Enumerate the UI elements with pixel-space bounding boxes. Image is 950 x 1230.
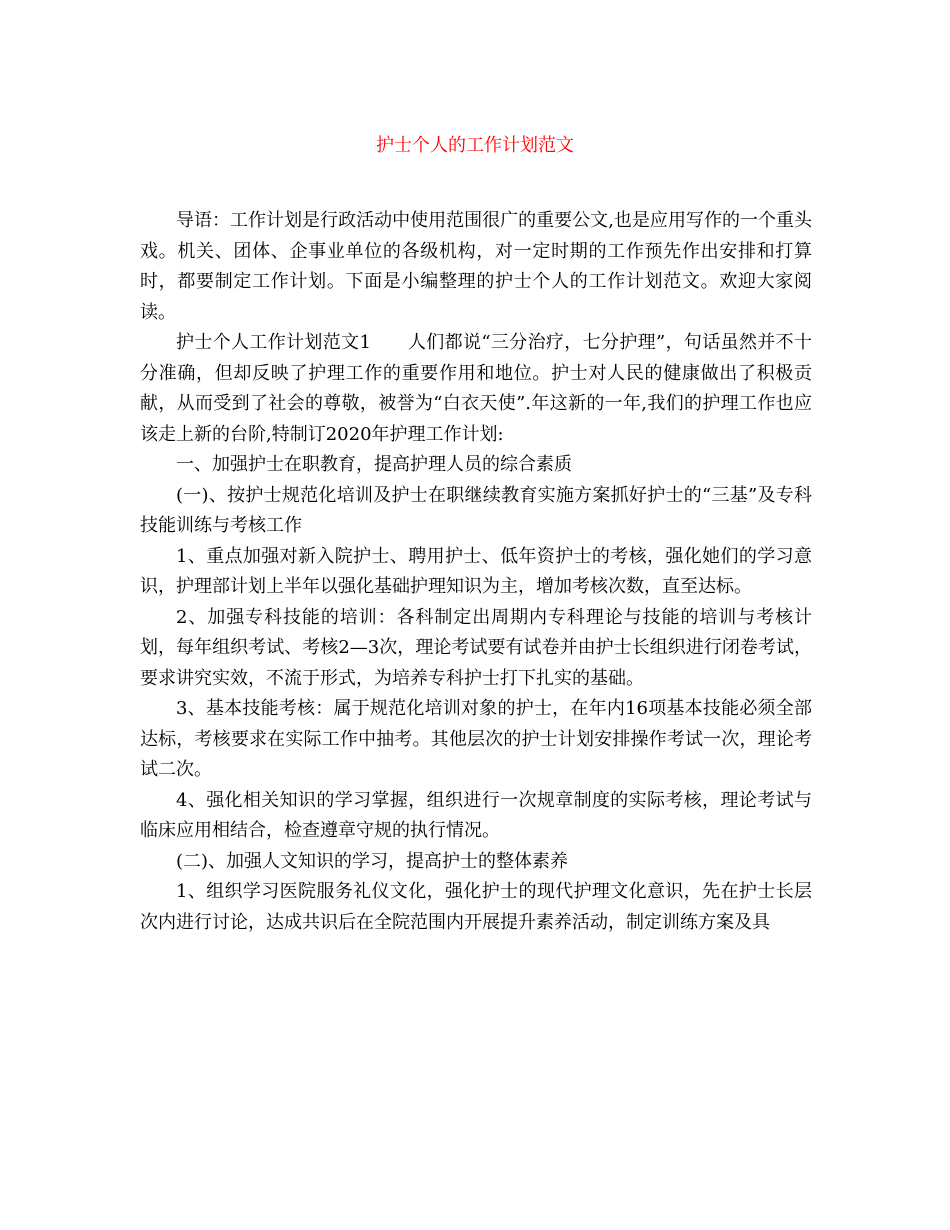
document-body — [140, 206, 812, 938]
list-item-5: 1、组织学习医院服务礼仪文化，强化护士的现代护理文化意识，先在护士长层次内进行讨论，达成共识后在全院范围内开展提升素养活动，制定训练方案及具 — [140, 881, 812, 933]
paragraph-intro: 导语：工作计划是行政活动中使用范围很广的重要公文,也是应用写作的一个重头戏。机关、团体、企事业单位的各级机构，对一定时期的工作预先作出安排和打算时，都要制定工作计划。下面是小编整理的护士个人的工作计划范文。欢迎大家阅读。 — [140, 210, 812, 323]
subsection-heading-2: (二)、加强人文知识的学习，提高护士的整体素养 — [176, 850, 569, 872]
paragraph-sample-1-opening: 护士个人工作计划范文1 人们都说“三分治疗，七分护理”，句话虽然并不十分准确，但却反映了护理工作的重要作用和地位。护士对人民的健康做出了积极贡献，从而受到了社会的尊敬，被誉为“白衣天使”.年这新的一年,我们的护理工作也应该走上新的台阶,特制订2020年护理工作计划: — [140, 332, 812, 445]
list-item-2: 2、加强专科技能的培训：各科制定出周期内专科理论与技能的培训与考核计划，每年组织考试、考核2—3次，理论考试要有试卷并由护士长组织进行闭卷考试，要求讲究实效，不流于形式，为培养专科护士打下扎实的基础。 — [140, 606, 812, 689]
list-item-4: 4、强化相关知识的学习掌握，组织进行一次规章制度的实际考核，理论考试与临床应用相结合，检查遵章守规的执行情况。 — [140, 789, 812, 841]
subsection-heading-1: (一)、按护士规范化培训及护士在职继续教育实施方案抓好护士的“三基”及专科技能训练与考核工作 — [140, 484, 812, 536]
section-heading-1: 一、加强护士在职教育，提高护理人员的综合素质 — [176, 454, 572, 475]
list-item-3: 3、基本技能考核：属于规范化培训对象的护士，在年内16项基本技能必须全部达标，考核要求在实际工作中抽考。其他层次的护士计划安排操作考试一次，理论考试二次。 — [140, 698, 812, 780]
document-title: 护士个人的工作计划范文 — [376, 135, 574, 156]
list-item-1: 1、重点加强对新入院护士、聘用护士、低年资护士的考核，强化她们的学习意识，护理部计划上半年以强化基础护理知识为主，增加考核次数，直至达标。 — [140, 545, 812, 597]
